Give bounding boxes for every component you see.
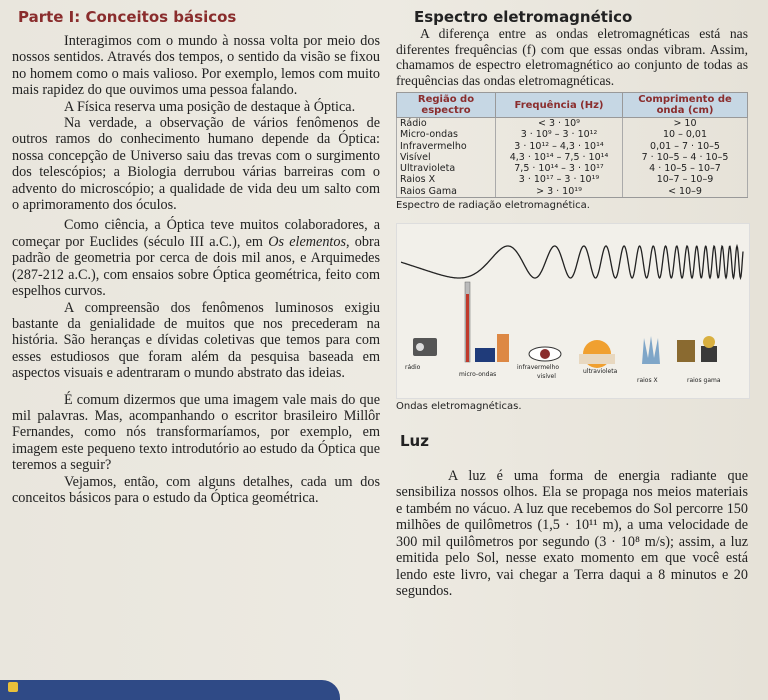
gamma-device-icon bbox=[677, 340, 695, 362]
figure-caption: Ondas eletromagnéticas. bbox=[396, 401, 522, 413]
table-cell: 10 – 0,01 bbox=[623, 129, 748, 140]
luz-text: A luz é uma forma de energia radiante que sensibiliza nossos olhos. Ela se propaga nos meios materiais e também no vácuo. A luz que recebemos do Sol percorre 150 milhões de quilômetros (1,5 · 10¹¹ m), a uma velocidade de 300 mil quilômetros por segundo (3 · 10⁸ m/s); assim, a luz emitida pelo Sol, nesse exato momento em que você está lendo este livro, vai chegar a Terra daqui a 8 minutos e 20 segundos. bbox=[396, 468, 748, 599]
wave-line bbox=[401, 246, 743, 278]
heater-icon bbox=[497, 334, 509, 362]
paragraph-2: A Física reserva uma posição de destaque à Óptica. bbox=[64, 98, 356, 115]
left-column bbox=[12, 8, 380, 506]
decorative-corner bbox=[8, 682, 18, 692]
table-header: Frequência (Hz) bbox=[496, 93, 623, 118]
table-row bbox=[397, 163, 748, 174]
label-radio: rádio bbox=[405, 364, 421, 372]
table-cell: 0,01 – 7 · 10–5 bbox=[623, 141, 748, 152]
paragraph-5: A compreensão dos fenômenos luminosos exigiu bastante da genialidade de muitos que nos precederam na história. São heranças e dívidas coletivas que temos para com esses estudiosos que foram além da pesquisa baseada em aspectos visuais e adentraram o mundo abstrato das ideias. bbox=[12, 299, 380, 382]
waves-figure bbox=[396, 223, 750, 399]
table-cell: Ultravioleta bbox=[397, 163, 496, 174]
table-cell: Visível bbox=[397, 152, 496, 163]
table-cell: 4,3 · 10¹⁴ – 7,5 · 10¹⁴ bbox=[496, 152, 623, 163]
table-row bbox=[397, 186, 748, 198]
xray-hand-icon bbox=[642, 336, 660, 364]
table-cell: 7,5 · 10¹⁴ – 3 · 10¹⁷ bbox=[496, 163, 623, 174]
label-gamma: raios gama bbox=[687, 377, 721, 385]
label-microwave: micro-ondas bbox=[459, 371, 497, 379]
spectrum-intro: A diferença entre as ondas eletromagnéticas está nas diferentes frequências (f) com que essas ondas vibram. Assim, chamamos de espectro eletromagnético ao conjunto de todas as frequências das ondas eletromagnéticas. bbox=[396, 26, 748, 88]
table-cell: 3 · 10¹⁷ – 3 · 10¹⁹ bbox=[496, 174, 623, 185]
paragraph-1: Interagimos com o mundo à nossa volta por meio dos nossos sentidos. Através dos tempos, o sentido da visão se fixou no homem como o mais valioso. Por exemplo, lemos com muito mais rapidez do que ouvimos uma pessoa falando. bbox=[12, 33, 380, 99]
thermometer-mercury bbox=[466, 294, 469, 362]
paragraph-4 bbox=[12, 217, 380, 299]
mug-icon bbox=[475, 348, 495, 362]
table-header: Região do espectro bbox=[397, 93, 496, 118]
label-visible: visível bbox=[537, 373, 556, 381]
gamma-source-icon bbox=[701, 346, 717, 362]
wave-illustration bbox=[397, 224, 749, 398]
paragraph-7: Vejamos, então, com alguns detalhes, cada um dos conceitos básicos para o estudo da Óptica geométrica. bbox=[12, 473, 380, 506]
paragraph-4-end: , obra padrão de geometria por cerca de dois mil anos, e Arquimedes (287-212 a.C.), com ensaios sobre Óptica geométrica, feito com espelhos curvos. bbox=[12, 233, 380, 300]
horizon bbox=[579, 354, 615, 364]
table-row bbox=[397, 152, 748, 163]
table-cell: < 3 · 10⁹ bbox=[496, 118, 623, 130]
table-cell: > 10 bbox=[623, 118, 748, 130]
radio-speaker bbox=[416, 343, 424, 351]
table-header: Comprimento de onda (cm) bbox=[623, 93, 748, 118]
label-xray: raios X bbox=[637, 377, 658, 385]
luz-heading: Luz bbox=[400, 432, 429, 451]
paragraph-4-start: Como ciência, a Óptica teve muitos colaboradores, a começar por Euclides (século III a.C.), em bbox=[12, 217, 380, 250]
right-column bbox=[396, 8, 748, 599]
table-cell: < 10–9 bbox=[623, 186, 748, 198]
eye-iris bbox=[540, 349, 550, 359]
table-caption: Espectro de radiação eletromagnética. bbox=[396, 200, 590, 212]
label-infrared: infravermelho bbox=[517, 364, 560, 372]
table-cell: Raios X bbox=[397, 174, 496, 185]
table-row bbox=[397, 141, 748, 152]
paragraph-6: É comum dizermos que uma imagem vale mais do que mil palavras. Mas, acompanhando o escritor brasileiro Millôr Fernandes, como nós transformaríamos, por exemplo, em imagem este pequeno texto introdutório ao estudo da Óptica que teremos a seguir? bbox=[12, 391, 380, 474]
table-cell: Rádio bbox=[397, 118, 496, 130]
table-cell: Micro-ondas bbox=[397, 129, 496, 140]
table-row bbox=[397, 174, 748, 185]
page-footer-band bbox=[0, 680, 340, 700]
label-ultraviolet: ultravioleta bbox=[583, 368, 618, 376]
table-header-row bbox=[397, 93, 748, 118]
paragraph-3: Na verdade, a observação de vários fenômenos de outros ramos do conhecimento humano depende da Óptica: nossa concepção de Universo saiu das trevas com o surgimento dos telescópios; a Biologia derrubou várias barreiras com o advento do microscópio; a qualidade de vida deu um salto com o aprimoramento dos óculos. bbox=[12, 115, 380, 214]
table-cell: 4 · 10–5 – 10–7 bbox=[623, 163, 748, 174]
table-cell: > 3 · 10¹⁹ bbox=[496, 186, 623, 198]
book-title: Os elementos bbox=[268, 233, 346, 250]
spectrum-heading: Espectro eletromagnético bbox=[414, 8, 633, 26]
table-cell: 3 · 10⁹ – 3 · 10¹² bbox=[496, 129, 623, 140]
gamma-glow bbox=[703, 336, 715, 348]
table-row bbox=[397, 129, 748, 140]
table-cell: Infravermelho bbox=[397, 141, 496, 152]
spectrum-table bbox=[396, 92, 748, 198]
table-row bbox=[397, 118, 748, 130]
table-cell: 3 · 10¹² – 4,3 · 10¹⁴ bbox=[496, 141, 623, 152]
table-cell: 10–7 – 10–9 bbox=[623, 174, 748, 185]
table-cell: 7 · 10–5 – 4 · 10–5 bbox=[623, 152, 748, 163]
section-heading: Parte I: Conceitos básicos bbox=[18, 8, 237, 26]
table-cell: Raios Gama bbox=[397, 186, 496, 198]
